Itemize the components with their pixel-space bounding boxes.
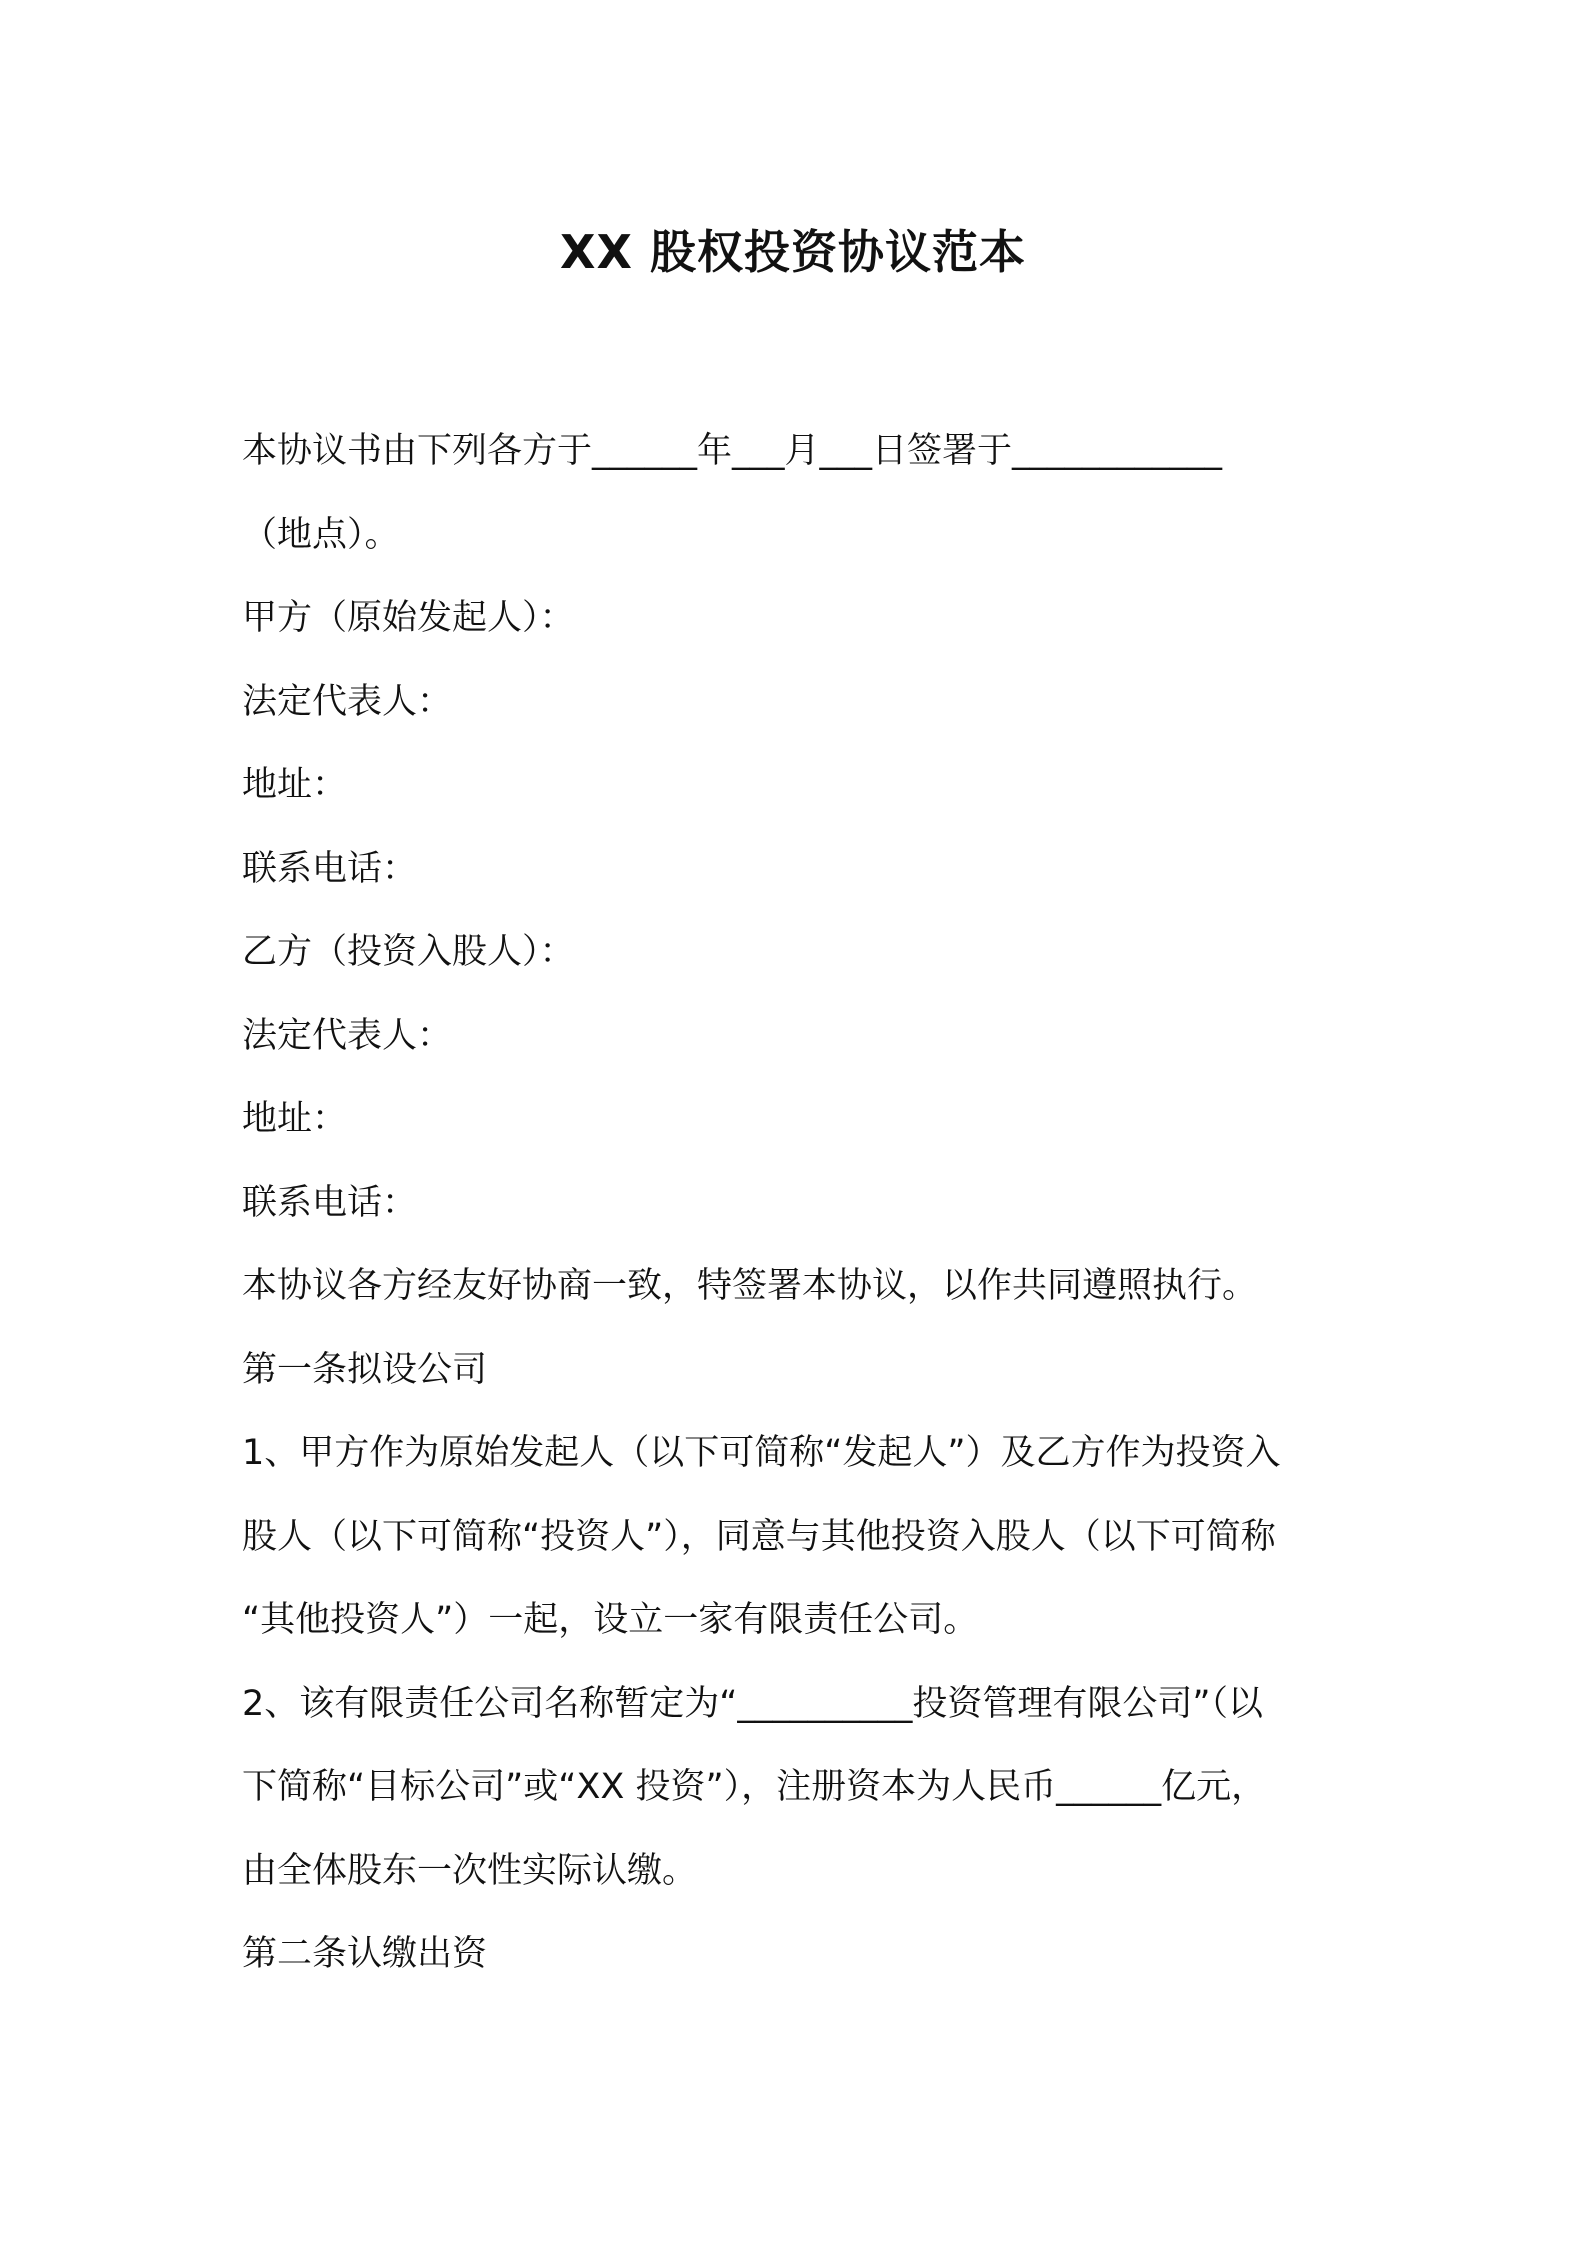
article-1-clause-1-line-2: 股人（以下可简称“投资人”），同意与其他投资入股人（以下可简称 [242,1516,1276,1557]
article-1-clause-2-line-2: 下简称“目标公司”或“XX 投资”），注册资本为人民币______亿元， [242,1767,1267,1807]
party-a-heading: 甲方（原始发起人）： [242,598,575,638]
party-b-phone: 联系电话： [242,1182,418,1223]
article-1-clause-2-line-1: 2、该有限责任公司名称暂定为“__________投资管理有限公司”（以 [242,1683,1264,1724]
party-b-address: 地址： [242,1099,348,1139]
party-b-legal-representative: 法定代表人： [242,1015,453,1056]
article-1-clause-1-line-1: 1、甲方作为原始发起人（以下可简称“发起人”）及乙方作为投资入 [242,1433,1281,1473]
article-1-clause-1-line-3: “其他投资人”）一起，设立一家有限责任公司。 [242,1600,979,1640]
agreement-preamble: 本协议各方经友好协商一致，特签署本协议，以作共同遵照执行。 [242,1266,1258,1306]
party-a-phone: 联系电话： [242,848,418,889]
document-title: XX 股权投资协议范本 [560,225,1026,279]
signing-place-note: （地点）。 [242,514,400,555]
signing-date-place-line: 本协议书由下列各方于______年___月___日签署于____________ [242,431,1223,471]
party-b-heading: 乙方（投资入股人）： [242,932,575,972]
party-a-legal-representative: 法定代表人： [242,681,453,722]
party-a-address: 地址： [242,765,348,805]
document-body [242,410,1352,1997]
article-1-clause-2-line-3: 由全体股东一次性实际认缴。 [242,1850,698,1891]
article-1-heading: 第一条拟设公司 [242,1349,488,1390]
article-2-heading: 第二条认缴出资 [242,1934,488,1974]
